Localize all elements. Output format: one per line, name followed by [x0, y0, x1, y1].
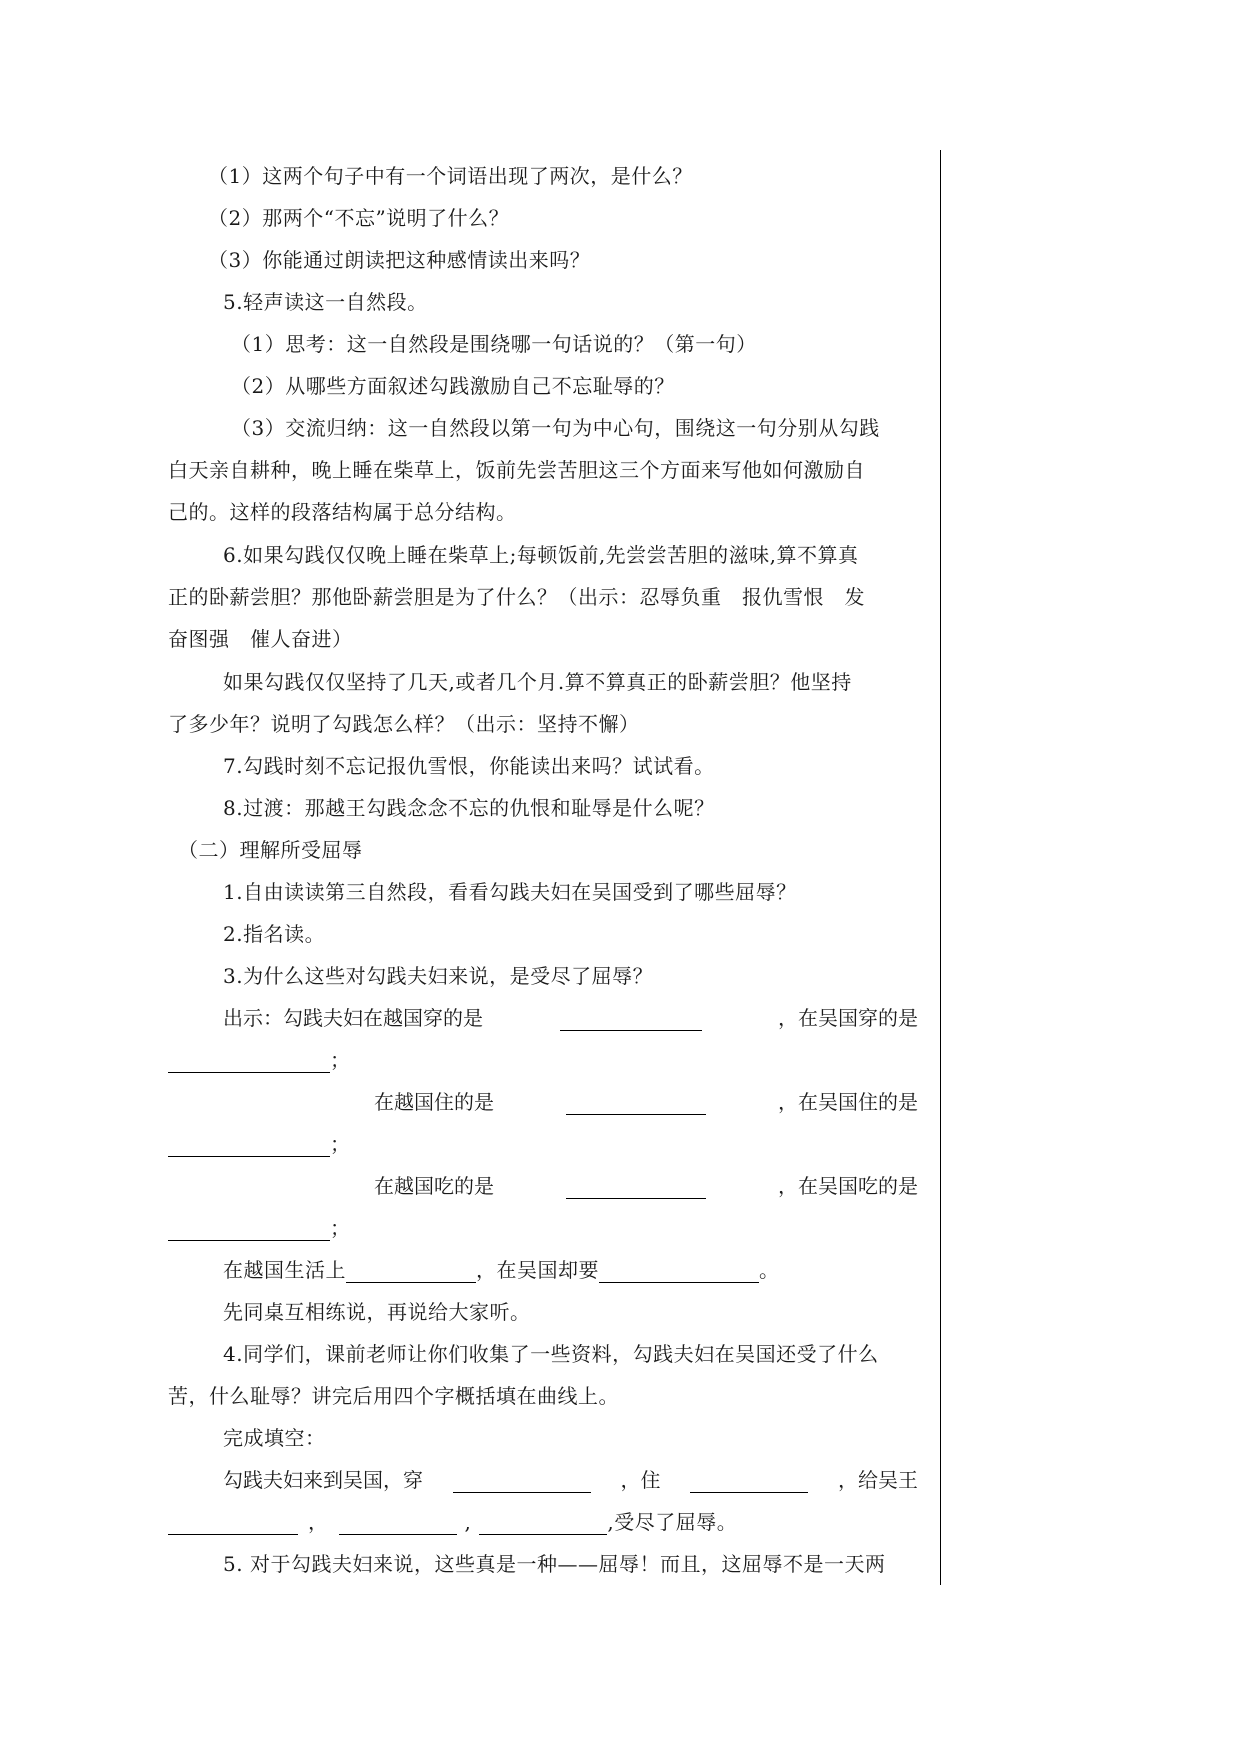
step-5-summary-line3: 己的。这样的段落结构属于总分结构。 — [168, 500, 517, 524]
fill-summary-live: ，住 — [620, 1468, 661, 1492]
fill-housing-label: 在越国住的是 — [374, 1090, 494, 1114]
fill-food-row — [374, 1173, 918, 1199]
fill-blank[interactable] — [479, 1514, 607, 1535]
question-2: （2）那两个“不忘”说明了什么？ — [208, 206, 510, 230]
step-6-line1: 6.如果勾践仅仅晚上睡在柴草上;每顿饭前,先尝尝苦胆的滋味,算不算真 — [223, 543, 859, 567]
semicolon: ； — [330, 1048, 351, 1072]
section2-step-4-line1: 4.同学们，课前老师让你们收集了一些资料，勾践夫妇在吴国还受了什么 — [223, 1342, 879, 1366]
fill-housing-row2 — [168, 1131, 351, 1157]
semicolon: ； — [330, 1216, 351, 1240]
period: 。 — [759, 1258, 780, 1282]
step-5: 5.轻声读这一自然段。 — [223, 290, 428, 314]
step-6b-line1: 如果勾践仅仅坚持了几天,或者几个月.算不算真正的卧薪尝胆？他坚持 — [223, 670, 852, 694]
fill-life-label: 在越国生活上 — [223, 1258, 346, 1282]
fill-housing-row — [374, 1089, 918, 1115]
step-6-line2: 正的卧薪尝胆？那他卧薪尝胆是为了什么？（出示：忍辱负重 报仇雪恨 发 — [168, 585, 865, 609]
fill-clothes-row — [223, 1005, 918, 1031]
fill-blank[interactable] — [346, 1262, 476, 1283]
fill-blank[interactable] — [168, 1220, 330, 1241]
complete-fill-label: 完成填空： — [223, 1426, 326, 1450]
fill-summary-end: ,受尽了屈辱。 — [607, 1510, 738, 1534]
step-7: 7.勾践时刻不忘记报仇雪恨，你能读出来吗？试试看。 — [223, 754, 715, 778]
fill-clothes-label-wu: ，在吴国穿的是 — [778, 1006, 918, 1030]
fill-summary-label: 勾践夫妇来到吴国，穿 — [223, 1468, 423, 1492]
fill-blank[interactable] — [599, 1262, 759, 1283]
practice-instruction: 先同桌互相练说，再说给大家听。 — [223, 1300, 531, 1324]
fill-blank[interactable] — [566, 1094, 706, 1115]
fill-food-row2 — [168, 1215, 351, 1241]
fill-food-label-wu: ，在吴国吃的是 — [778, 1174, 918, 1198]
fill-blank[interactable] — [560, 1010, 702, 1031]
fill-blank[interactable] — [690, 1472, 808, 1493]
fill-blank[interactable] — [168, 1514, 298, 1535]
step-5-aspects: （2）从哪些方面叙述勾践激励自己不忘耻辱的？ — [231, 374, 675, 398]
comma: ， — [308, 1510, 329, 1534]
step-5-think: （1）思考：这一自然段是围绕哪一句话说的？（第一句） — [231, 332, 757, 356]
fill-housing-label-wu: ，在吴国住的是 — [778, 1090, 918, 1114]
table-border-right — [940, 150, 941, 1585]
section2-step-1: 1.自由读读第三自然段，看看勾践夫妇在吴国受到了哪些屈辱？ — [223, 880, 797, 904]
fill-blank[interactable] — [339, 1514, 457, 1535]
question-1: （1）这两个句子中有一个词语出现了两次，是什么？ — [208, 164, 693, 188]
fill-life-row — [223, 1257, 780, 1283]
semicolon: ； — [330, 1132, 351, 1156]
comma: , — [464, 1510, 472, 1534]
fill-blank[interactable] — [453, 1472, 591, 1493]
section-heading-2: （二）理解所受屈辱 — [178, 838, 363, 862]
fill-blank[interactable] — [168, 1052, 330, 1073]
fill-summary-serve: ，给吴王 — [838, 1468, 918, 1492]
fill-clothes-label: 出示：勾践夫妇在越国穿的是 — [223, 1006, 483, 1030]
fill-life-label-wu: ，在吴国却要 — [476, 1258, 599, 1282]
section2-step-4-line2: 苦，什么耻辱？讲完后用四个字概括填在曲线上。 — [168, 1384, 619, 1408]
step-8: 8.过渡：那越王勾践念念不忘的仇恨和耻辱是什么呢？ — [223, 796, 715, 820]
fill-summary-row — [223, 1467, 918, 1493]
fill-summary-row2 — [168, 1509, 737, 1535]
section2-step-5: 5. 对于勾践夫妇来说，这些真是一种——屈辱！而且，这屈辱不是一天两 — [223, 1552, 886, 1576]
fill-blank[interactable] — [168, 1136, 330, 1157]
step-6-line3: 奋图强 催人奋进） — [168, 627, 353, 651]
section2-step-3: 3.为什么这些对勾践夫妇来说，是受尽了屈辱？ — [223, 964, 654, 988]
fill-food-label: 在越国吃的是 — [374, 1174, 494, 1198]
section2-step-2: 2.指名读。 — [223, 922, 326, 946]
question-3: （3）你能通过朗读把这种感情读出来吗？ — [208, 248, 591, 272]
step-5-summary-line2: 白天亲自耕种，晚上睡在柴草上，饭前先尝苦胆这三个方面来写他如何激励自 — [168, 458, 865, 482]
fill-blank[interactable] — [566, 1178, 706, 1199]
step-5-summary-line1: （3）交流归纳：这一自然段以第一句为中心句，围绕这一句分别从勾践 — [231, 416, 880, 440]
step-6b-line2: 了多少年？说明了勾践怎么样？（出示：坚持不懈） — [168, 712, 640, 736]
fill-clothes-row2 — [168, 1047, 351, 1073]
